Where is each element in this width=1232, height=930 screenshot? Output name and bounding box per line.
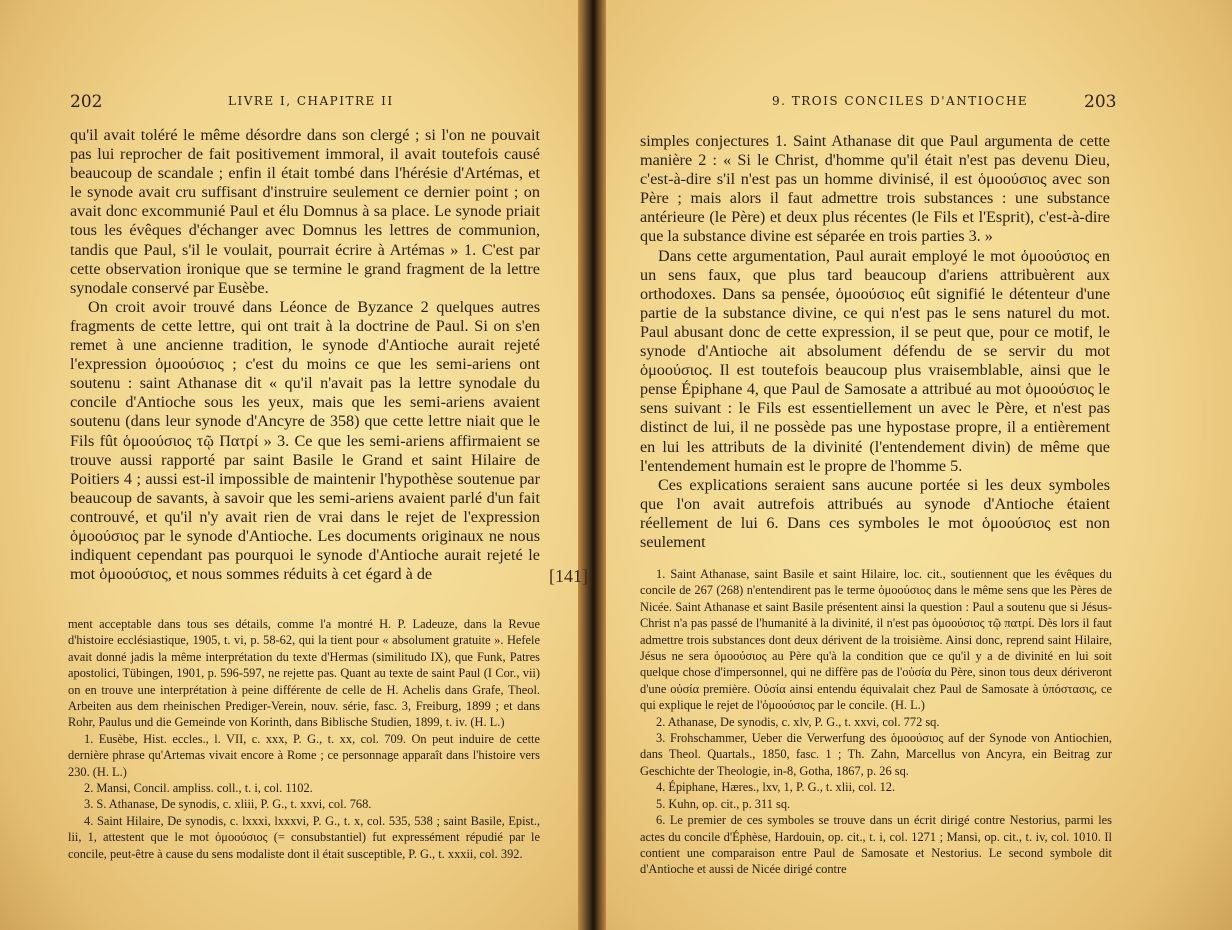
footnotes xyxy=(68,616,540,862)
footnote: 5. Kuhn, op. cit., p. 311 sq. xyxy=(656,796,791,811)
footnote: 6. Le premier de ces symboles se trouve dans un écrit dirigé contre Nestorius, parmi les actes du concile d'Éphèse, Hardouin, op. cit., t. i, col. 1271 ; Mansi, op. cit., t. iv, col. 1010. Il contient une comparaison entre Paul de Samosate et Nestorius. Le second symbole dit d'Antioche et aussi de Nicée dirigé contre xyxy=(640,813,1112,877)
paragraph: On croit avoir trouvé dans Léonce de Byzance 2 quelques autres fragments de cette lettre, qui ont trait à la doctrine de Paul. Si on s'en remet à une ancienne tradition, le synode d'Antioche aurait rejeté l'expression ὁμοούσιος ; c'est du moins ce que les semi-ariens ont soutenu : saint Athanase dit « qu'il n'avait pas la lettre synodale du concile d'Antioche sous les yeux, mais que les semi-ariens avaient soutenu (dans leur synode d'Ancyre de 358) que cette lettre niait que le Fils fût ὁμοούσιος τῷ Πατρί » 3. Ce que les semi-ariens affirmaient se trouve aussi rapporté par saint Basile le Grand et saint Hilaire de Poitiers 4 ; aussi est-il impossible de maintenir l'hypothèse soutenue par beaucoup de savants, à savoir que les semi-ariens avaient parlé d'un fait controuvé, et qu'il n'y avait rien de vrai dans le rejet de l'expression ὁμοούσιος par le synode d'Antioche. Les documents originaux ne nous indiquent cependant pas pourquoi le synode d'Antioche aurait rejeté le mot ὁμοούσιος, et nous sommes réduits à cet égard à de xyxy=(70,297,540,584)
running-head: 9. TROIS CONCILES D'ANTIOCHE xyxy=(772,94,1029,108)
running-head: LIVRE I, CHAPITRE II xyxy=(228,94,394,108)
footnote: 3. Frohschammer, Ueber die Verwerfung des ὁμοούσιος auf der Synode von Antiochien, dans Theol. Quartals., 1850, fasc. 1 ; Th. Zahn, Marcellus von Ancyra, ein Beitrag zur Geschichte der Theologie, in-8, Gotha, 1867, p. 26 sq. xyxy=(640,731,1112,778)
page-number: 203 xyxy=(1084,92,1117,112)
page-number: 202 xyxy=(70,92,103,112)
book-gutter xyxy=(578,0,606,930)
right-page xyxy=(596,0,1232,930)
footnote: 1. Eusèbe, Hist. eccles., l. VII, c. xxx, P. G., t. xx, col. 709. On peut induire de cette dernière phrase qu'Artemas vivait encore à Rome ; ce personnage apparaît dans l'histoire vers 230. (H. L.) xyxy=(68,731,540,779)
footnote: 1. Saint Athanase, saint Basile et saint Hilaire, loc. cit., soutiennent que les évêques du concile de 267 (268) n'entendirent pas le terme ὁμοούσιος dans le même sens que les Pères de Nicée. Saint Athanase et saint Basile présentent ainsi la question : Paul a soutenu que si Jésus-Christ n'a pas passé de l'humanité à la divinité, il n'est pas ὁμοούσιος τῷ πατρί. Dès lors il faut admettre trois substances dont deux dérivent de la troisième. Ainsi donc, reprend saint Hilaire, Jésus ne sera ὁμοούσιος au Père qu'à la condition que ce qu'il y a de divinité en lui soit quelque chose d'impersonnel, qui ne diffère pas de l'οὐσία du Père, sinon tous deux dériveront d'une οὐσία première. Οὐσία ainsi entendu équivalait chez Paul de Samosate à ὑπόστασις, ce qui explique le rejet de l'ὁμοούσιος par le concile. (H. L.) xyxy=(640,567,1112,713)
paragraph: Dans cette argumentation, Paul aurait employé le mot ὁμοούσιος en un sens faux, que plus tard beaucoup d'ariens attribuèrent aux orthodoxes. Dans sa pensée, ὁμοούσιος eût signifié le détenteur d'une partie de la substance divine, ce qui n'est pas le sens naturel du mot. Paul abusant donc de cette expression, il se peut que, pour ce motif, le synode d'Antioche ait absolument défendu de se servir du mot ὁμοούσιος. Il est toutefois beaucoup plus vraisemblable, ainsi que le pense Épiphane 4, que Paul de Samosate a attribué au mot ὁμοούσιος le sens suivant : le Fils est essentiellement un avec le Père, et n'est pas distinct de lui, il ne possède pas une hypostase propre, il a entièrement en lui les attributs de la divinité (l'entendement divin) de même que l'entendement humain est le propre de l'homme 5. xyxy=(640,246,1110,475)
footnotes xyxy=(640,566,1112,878)
paragraph: Ces explications seraient sans aucune portée si les deux symboles que l'on avait autrefois attribués au synode d'Antioche étaient réellement de lui 6. Dans ces symboles le mot ὁμοούσιος est non seulement xyxy=(640,475,1110,551)
margin-page-marker: [141] xyxy=(549,566,588,586)
footnote: ment acceptable dans tous ses détails, comme l'a montré H. P. Ladeuze, dans la Revue d'histoire ecclésiastique, 1905, t. vi, p. 58-62, qui la tient pour « absolument gratuite ». Hefele avait donné jadis la même interprétation du texte d'Hermas (similitudo IX), que Funk, Patres apostolici, Tübingen, 1901, p. 596-597, ne rejette pas. Quant au texte de saint Paul (I Cor., vii) on en trouve une interprétation à peine différente de celle de H. Achelis dans Grafe, Theol. Arbeiten aus dem rheinischen Prediger-Verein, nouv. série, fasc. 3, Freiburg, 1899 ; et dans Rohr, Paulus und die Gemeinde von Korinth, dans Biblische Studien, 1899, t. iv. (H. L.) xyxy=(68,617,540,730)
body-text xyxy=(70,126,540,584)
footnote: 2. Mansi, Concil. ampliss. coll., t. i, col. 1102. xyxy=(84,781,313,796)
footnote: 3. S. Athanase, De synodis, c. xliii, P. G., t. xxvi, col. 768. xyxy=(84,797,372,812)
paragraph: simples conjectures 1. Saint Athanase dit que Paul argumenta de cette manière 2 : « Si le Christ, d'homme qu'il était n'est pas devenu Dieu, c'est-à-dire s'il n'est pas un homme divinisé, il est ὁμοούσιος avec son Père ; mais alors il faut admettre trois substances : une substance antérieure (le Père) et deux plus récentes (le Fils et l'Esprit), c'est-à-dire que la substance divine est séparée en trois parties 3. » xyxy=(640,132,1110,246)
footnote: 4. Saint Hilaire, De synodis, c. lxxxi, lxxxvi, P. G., t. x, col. 535, 538 ; saint Basile, Epist., lii, 1, attestent que le mot ὁμοούσιος (= consubstantiel) fut expressément répudié par le concile, peut-être à cause du sens modaliste dont il était susceptible, P. G., t. xxxii, col. 392. xyxy=(68,813,540,861)
left-page xyxy=(0,0,590,930)
footnote: 2. Athanase, De synodis, c. xlv, P. G., t. xxvi, col. 772 sq. xyxy=(656,714,940,729)
body-text xyxy=(640,132,1110,552)
footnote: 4. Épiphane, Hæres., lxv, 1, P. G., t. xlii, col. 12. xyxy=(656,780,896,795)
paragraph: qu'il avait toléré le même désordre dans son clergé ; si l'on ne pouvait pas lui reprocher de fait positivement immoral, il avait toutefois causé beaucoup de scandale ; enfin il était tombé dans l'hérésie d'Artémas, et le synode avait cru suffisant d'instruire seulement ce dernier point ; on avait donc excommunié Paul et élu Domnus à sa place. Le synode priait tous les évêques d'échanger avec Domnus les lettres de communion, tandis que Paul, s'il le voulait, pourrait écrire à Artémas » 1. C'est par cette observation ironique que se termine le grand fragment de la lettre synodale conservé par Eusèbe. xyxy=(70,126,540,297)
